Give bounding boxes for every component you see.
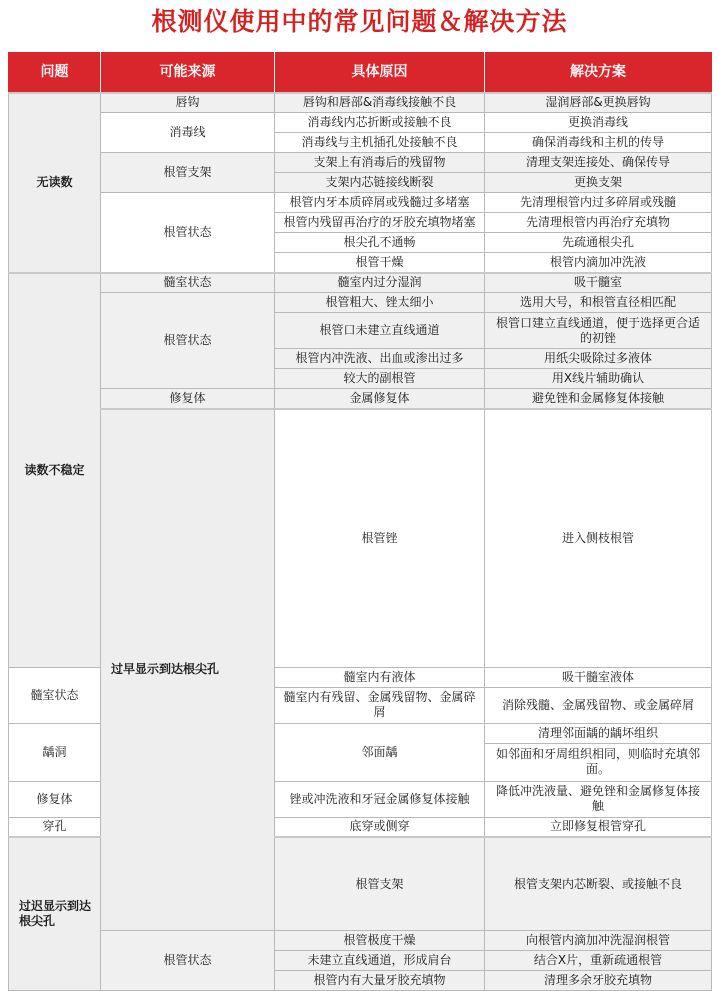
table-row <box>9 389 712 409</box>
table-row <box>9 193 712 213</box>
header-solution: 解决方案 <box>485 53 712 93</box>
cause-cell: 未建立直线通道，形成肩台 <box>275 951 485 971</box>
table-row <box>9 409 712 668</box>
header-problem: 问题 <box>9 53 101 93</box>
source-cell: 根管状态 <box>101 193 275 273</box>
solution-cell: 立即修复根管穿孔 <box>485 817 712 837</box>
cause-cell: 较大的副根管 <box>275 369 485 389</box>
source-cell: 髓室状态 <box>101 273 275 293</box>
cause-cell: 消毒线内芯折断或接触不良 <box>275 113 485 133</box>
cause-cell: 根管极度干燥 <box>275 931 485 951</box>
solution-cell: 先清理根管内再治疗充填物 <box>485 213 712 233</box>
cause-cell: 支架内芯链接线断裂 <box>275 173 485 193</box>
problem-cell: 读数不稳定 <box>9 273 101 668</box>
solution-cell: 湿润唇部&更换唇钩 <box>485 93 712 113</box>
source-cell: 龋洞 <box>9 723 101 781</box>
cause-cell: 髓室内有残留、金属残留物、金属碎屑 <box>275 687 485 723</box>
cause-cell: 消毒线与主机插孔处接触不良 <box>275 133 485 153</box>
cause-cell: 锉或冲洗液和牙冠金属修复体接触 <box>275 781 485 817</box>
solution-cell: 根管内滴加冲洗液 <box>485 253 712 273</box>
page-title: 根测仪使用中的常见问题＆解决方法 <box>151 7 568 36</box>
cause-cell: 根管粗大、锉太细小 <box>275 293 485 313</box>
source-cell: 穿孔 <box>9 817 101 837</box>
cause-cell: 根管内残留再治疗的牙胶充填物堵塞 <box>275 213 485 233</box>
solution-cell: 避免锉和金属修复体接触 <box>485 389 712 409</box>
table-row <box>9 273 712 293</box>
cause-cell: 髓室内过分湿润 <box>275 273 485 293</box>
table-row <box>9 93 712 113</box>
cause-cell: 进入侧枝根管 <box>485 409 712 668</box>
problem-cell: 无读数 <box>9 93 101 273</box>
solution-cell: 清理支架连接处、确保传导 <box>485 153 712 173</box>
cause-cell: 根管干燥 <box>275 253 485 273</box>
source-cell: 修复体 <box>9 781 101 817</box>
cause-cell: 唇钩和唇部&消毒线接触不良 <box>275 93 485 113</box>
cause-cell: 根管内冲洗液、出血或渗出过多 <box>275 349 485 369</box>
solution-cell: 清理多余牙胶充填物 <box>485 971 712 991</box>
cause-cell: 根尖孔不通畅 <box>275 233 485 253</box>
solution-cell: 根管口建立直线通道，便于选择更合适的初锉 <box>485 313 712 349</box>
cause-cell: 邻面龋 <box>275 723 485 781</box>
header-cause: 具体原因 <box>275 53 485 93</box>
cause-cell: 髓室内有液体 <box>275 667 485 687</box>
solution-cell: 清理邻面龋的龋坏组织 <box>485 723 712 743</box>
problem-cell: 过迟显示到达根尖孔 <box>9 837 101 991</box>
source-cell: 根管锉 <box>275 409 485 668</box>
problem-cell: 过早显示到达根尖孔 <box>101 409 275 931</box>
solution-cell: 消除残髓、金属残留物、或金属碎屑 <box>485 687 712 723</box>
solution-cell: 吸干髓室 <box>485 273 712 293</box>
solution-cell: 用X线片辅助确认 <box>485 369 712 389</box>
source-cell: 根管支架 <box>275 837 485 931</box>
cause-cell: 根管口未建立直线通道 <box>275 313 485 349</box>
cause-cell: 根管内有大量牙胶充填物 <box>275 971 485 991</box>
solution-cell: 更换消毒线 <box>485 113 712 133</box>
source-cell: 根管支架 <box>101 153 275 193</box>
table-row <box>9 153 712 173</box>
solution-cell: 更换支架 <box>485 173 712 193</box>
solution-cell: 确保消毒线和主机的传导 <box>485 133 712 153</box>
faq-table <box>8 52 712 991</box>
cause-cell: 底穿或侧穿 <box>275 817 485 837</box>
solution-cell: 先清理根管内过多碎屑或残髓 <box>485 193 712 213</box>
cause-cell: 支架上有消毒后的残留物 <box>275 153 485 173</box>
cause-cell: 根管支架内芯断裂、或接触不良 <box>485 837 712 931</box>
solution-cell: 结合X片，重新疏通根管 <box>485 951 712 971</box>
solution-cell: 用纸尖吸除过多液体 <box>485 349 712 369</box>
solution-cell: 吸干髓室液体 <box>485 667 712 687</box>
header-source: 可能来源 <box>101 53 275 93</box>
table-row <box>9 113 712 133</box>
solution-cell: 降低冲洗液量、避免锉和金属修复体接触 <box>485 781 712 817</box>
solution-cell: 先疏通根尖孔 <box>485 233 712 253</box>
table-row <box>9 293 712 313</box>
source-cell: 髓室状态 <box>9 667 101 723</box>
source-cell: 消毒线 <box>101 113 275 153</box>
solution-cell: 选用大号，和根管直径相匹配 <box>485 293 712 313</box>
solution-cell: 如邻面和牙周组织相同，则临时充填邻面。 <box>485 743 712 781</box>
solution-cell: 向根管内滴加冲洗湿润根管 <box>485 931 712 951</box>
header-row <box>9 53 712 93</box>
source-cell: 唇钩 <box>101 93 275 113</box>
source-cell: 根管状态 <box>101 931 275 991</box>
cause-cell: 根管内牙本质碎屑或残髓过多堵塞 <box>275 193 485 213</box>
table-row <box>9 931 712 951</box>
cause-cell: 金属修复体 <box>275 389 485 409</box>
source-cell: 修复体 <box>101 389 275 409</box>
source-cell: 根管状态 <box>101 293 275 389</box>
